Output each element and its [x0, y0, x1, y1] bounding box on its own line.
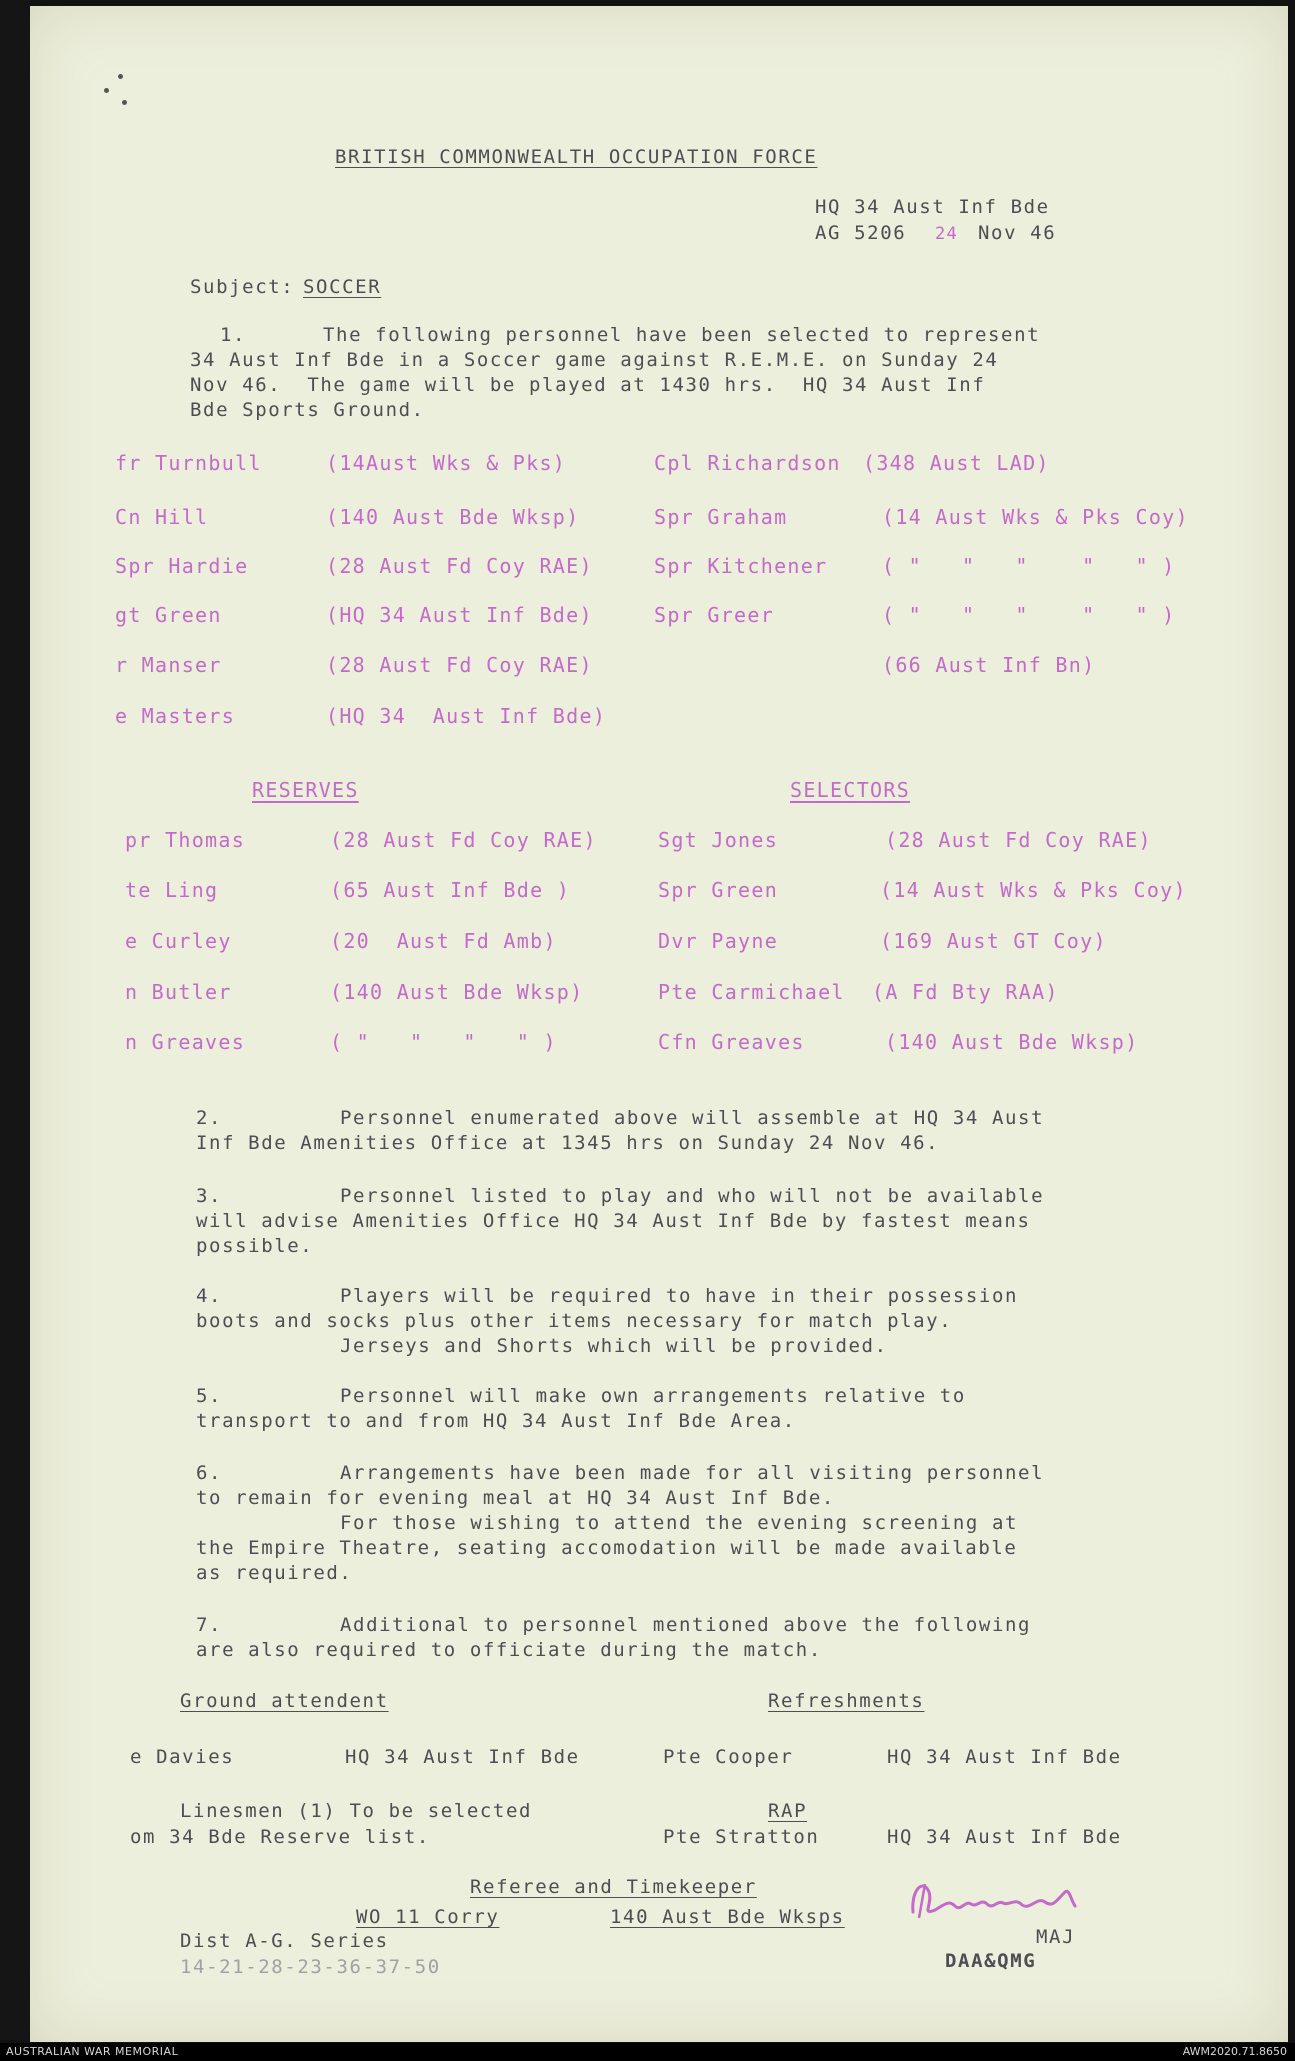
para6-line: as required. — [196, 1562, 353, 1584]
para6-line: For those wishing to attend the evening screening at — [340, 1512, 1019, 1534]
ground-attendant-unit: HQ 34 Aust Inf Bde — [345, 1746, 580, 1768]
player-name: fr Turnbull — [115, 451, 262, 475]
selector-unit: (169 Aust GT Coy) — [880, 929, 1107, 953]
referee-unit: 140 Aust Bde Wksps — [610, 1906, 845, 1928]
para4-line: Jerseys and Shorts which will be provided. — [340, 1335, 888, 1357]
rap-heading: RAP — [768, 1800, 808, 1822]
reserve-name: n Greaves — [125, 1030, 246, 1054]
para2-line: Inf Bde Amenities Office at 1345 hrs on Sunday 24 Nov 46. — [196, 1132, 940, 1154]
selector-name: Cfn Greaves — [658, 1030, 805, 1054]
reserves-heading: RESERVES — [252, 778, 359, 802]
para6-number: 6. — [196, 1462, 223, 1484]
para1-line: 34 Aust Inf Bde in a Soccer game against R.E.M.E. on Sunday 24 — [190, 349, 999, 371]
referee-heading: Referee and Timekeeper — [470, 1876, 757, 1898]
para2-number: 2. — [196, 1107, 223, 1129]
para4-line: Players will be required to have in their possession — [340, 1285, 1019, 1307]
player-unit: (28 Aust Fd Coy RAE) — [326, 653, 593, 677]
signatory-appointment: DAA&QMG — [945, 1950, 1037, 1972]
para5-line: transport to and from HQ 34 Aust Inf Bde Area. — [196, 1410, 796, 1432]
player-unit: ( " " " " " ) — [882, 554, 1176, 578]
player-unit: (28 Aust Fd Coy RAE) — [326, 554, 593, 578]
para5-line: Personnel will make own arrangements relative to — [340, 1385, 966, 1407]
para7-line: Additional to personnel mentioned above the following — [340, 1614, 1032, 1636]
para3-line: possible. — [196, 1235, 314, 1257]
para6-line: Arrangements have been made for all visiting personnel — [340, 1462, 1045, 1484]
player-name: Cpl Richardson — [654, 451, 841, 475]
player-unit: (HQ 34 Aust Inf Bde) — [326, 603, 593, 627]
reserve-unit: ( " " " " ) — [330, 1030, 557, 1054]
player-unit: (HQ 34 Aust Inf Bde) — [326, 704, 607, 728]
para7-line: are also required to officiate during the match. — [196, 1639, 822, 1661]
rap-name: Pte Stratton — [663, 1826, 820, 1848]
archive-reference: AWM2020.71.8650 — [1182, 2045, 1287, 2058]
para7-number: 7. — [196, 1614, 223, 1636]
reserve-unit: (20 Aust Fd Amb) — [330, 929, 557, 953]
selectors-heading: SELECTORS — [790, 778, 911, 802]
distribution-label: Dist A-G. Series — [180, 1930, 389, 1952]
selector-unit: (140 Aust Bde Wksp) — [885, 1030, 1139, 1054]
reserve-unit: (65 Aust Inf Bde ) — [330, 878, 571, 902]
referee-name: WO 11 Corry — [356, 1906, 500, 1928]
reference-number: AG 5206 — [815, 222, 907, 244]
reserve-name: te Ling — [125, 878, 219, 902]
player-name: r Manser — [115, 653, 222, 677]
player-unit: (14Aust Wks & Pks) — [326, 451, 567, 475]
date-day: 24 — [935, 224, 959, 244]
archive-footer — [0, 2043, 1295, 2061]
para1-line: The following personnel have been selected to represent — [323, 324, 1041, 346]
player-name: Spr Graham — [654, 505, 788, 529]
selector-name: Sgt Jones — [658, 828, 779, 852]
para5-number: 5. — [196, 1385, 223, 1407]
reserve-name: pr Thomas — [125, 828, 246, 852]
para3-line: will advise Amenities Office HQ 34 Aust Inf Bde by fastest means — [196, 1210, 1031, 1232]
subject-label: Subject: — [190, 276, 295, 298]
selector-name: Spr Green — [658, 878, 779, 902]
linesmen-line: Linesmen (1) To be selected — [180, 1800, 533, 1822]
para4-number: 4. — [196, 1285, 223, 1307]
reserve-name: n Butler — [125, 980, 232, 1004]
subject-value: SOCCER — [303, 276, 382, 298]
player-name: Spr Kitchener — [654, 554, 828, 578]
para3-number: 3. — [196, 1185, 223, 1207]
document-title: BRITISH COMMONWEALTH OCCUPATION FORCE — [335, 146, 818, 168]
linesmen-line: om 34 Bde Reserve list. — [130, 1826, 430, 1848]
para3-line: Personnel listed to play and who will not be available — [340, 1185, 1045, 1207]
player-unit: (140 Aust Bde Wksp) — [326, 505, 580, 529]
refreshments-name: Pte Cooper — [663, 1746, 794, 1768]
player-name: Cn Hill — [115, 505, 209, 529]
player-unit: (66 Aust Inf Bn) — [882, 653, 1096, 677]
para6-line: to remain for evening meal at HQ 34 Aust Inf Bde. — [196, 1487, 835, 1509]
reserve-name: e Curley — [125, 929, 232, 953]
rap-unit: HQ 34 Aust Inf Bde — [887, 1826, 1122, 1848]
player-name: Spr Greer — [654, 603, 775, 627]
archive-name: AUSTRALIAN WAR MEMORIAL — [6, 2045, 179, 2058]
refreshments-heading: Refreshments — [768, 1690, 925, 1712]
distribution-list: 14-21-28-23-36-37-50 — [180, 1956, 441, 1978]
selector-unit: (28 Aust Fd Coy RAE) — [885, 828, 1152, 852]
para6-line: the Empire Theatre, seating accomodation will be made available — [196, 1537, 1018, 1559]
para2-line: Personnel enumerated above will assemble at HQ 34 Aust — [340, 1107, 1045, 1129]
reserve-unit: (28 Aust Fd Coy RAE) — [330, 828, 597, 852]
signatory-rank: MAJ — [1036, 1926, 1076, 1948]
document-page — [30, 6, 1288, 2042]
player-unit: (14 Aust Wks & Pks Coy) — [882, 505, 1189, 529]
reserve-unit: (140 Aust Bde Wksp) — [330, 980, 584, 1004]
player-name: e Masters — [115, 704, 236, 728]
ground-attendant-heading: Ground attendent — [180, 1690, 389, 1712]
signature-image — [905, 1870, 1105, 1930]
selector-unit: (A Fd Bty RAA) — [872, 980, 1059, 1004]
date-month-year: Nov 46 — [978, 222, 1057, 244]
player-unit: ( " " " " " ) — [882, 603, 1176, 627]
issuing-unit: HQ 34 Aust Inf Bde — [815, 196, 1050, 218]
player-name: Spr Hardie — [115, 554, 249, 578]
para1-line: Bde Sports Ground. — [190, 399, 425, 421]
para1-number: 1. — [220, 324, 247, 346]
selector-unit: (14 Aust Wks & Pks Coy) — [880, 878, 1187, 902]
player-name: gt Green — [115, 603, 222, 627]
selector-name: Pte Carmichael — [658, 980, 845, 1004]
selector-name: Dvr Payne — [658, 929, 779, 953]
para1-line: Nov 46. The game will be played at 1430 hrs. HQ 34 Aust Inf — [190, 374, 986, 396]
scan-edge — [0, 0, 30, 2040]
ground-attendant-name: e Davies — [130, 1746, 235, 1768]
player-unit: (348 Aust LAD) — [863, 451, 1050, 475]
refreshments-unit: HQ 34 Aust Inf Bde — [887, 1746, 1122, 1768]
para4-line: boots and socks plus other items necessary for match play. — [196, 1310, 953, 1332]
